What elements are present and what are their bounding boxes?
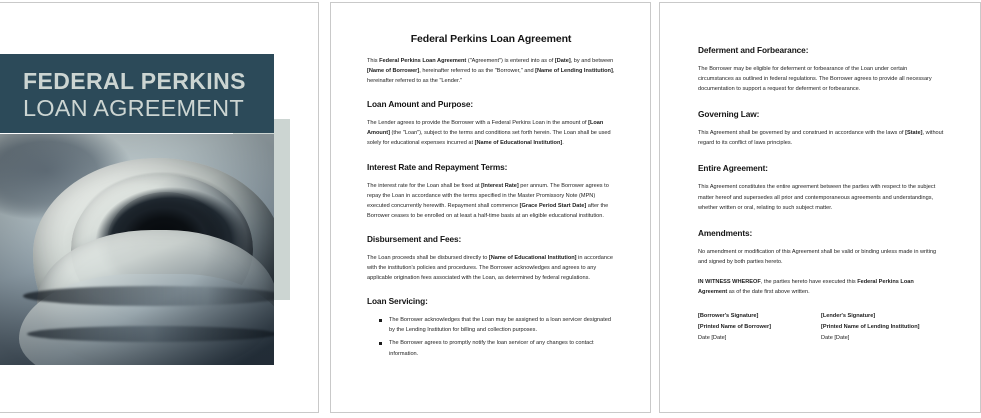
agreement-title: Federal Perkins Loan Agreement (410, 33, 572, 45)
page-2-content (367, 33, 615, 362)
section-heading-loan-amount: Loan Amount and Purpose: (367, 99, 474, 110)
lender-printed-name-line: [Printed Name of Lending Institution] (821, 323, 920, 330)
borrower-signature-line: [Borrower's Signature] (698, 313, 759, 320)
page-3-content (698, 45, 944, 344)
section-heading-deferment: Deferment and Forbearance: (698, 45, 809, 55)
borrower-printed-name-line: [Printed Name of Borrower] (698, 323, 772, 330)
section-body-amendments: No amendment or modification of this Agreement shall be valid or binding unless made in writing and signed by both parties hereto. (698, 248, 937, 265)
list-item: The Borrower agrees to promptly notify the loan servicer of any changes to contact information. (389, 338, 615, 358)
lender-signature-line: [Lender's Signature] (821, 313, 876, 320)
section-body-deferment: The Borrower may be eligible for deferment or forbearance of the Loan under certain circumstances as outlined in federal regulations. The Borrower agrees to provide all necessary documentation to support a request for deferment or forbearance. (698, 66, 932, 93)
section-heading-loan-servicing: Loan Servicing: (367, 296, 428, 307)
lender-date-line: Date [Date] (821, 334, 850, 341)
loan-servicing-bullet-list (367, 315, 615, 358)
cover-title-line-1: FEDERAL PERKINS (23, 68, 246, 94)
borrower-date-line: Date [Date] (698, 334, 727, 341)
signature-column-lender (821, 311, 944, 343)
section-body-loan-amount: The Lender agrees to provide the Borrower with a Federal Perkins Loan in the amount of [Loan Amount] (the "Loan"), subject to the terms and conditions set forth herein. The Loan shall be used solely for educational expenses incurred at [Name of Educational Institution]. (367, 120, 611, 147)
section-heading-interest-rate: Interest Rate and Repayment Terms: (367, 161, 508, 172)
document-page-3[interactable] (659, 2, 981, 413)
cover-title-line-2: LOAN AGREEMENT (23, 95, 244, 121)
list-item: The Borrower acknowledges that the Loan may be assigned to a loan servicer designated by the Lending Institution for billing and collection purposes. (389, 315, 615, 335)
agreement-intro-paragraph: This Federal Perkins Loan Agreement ("Agreement") is entered into as of [Date], by and between [Name of Borrower], hereinafter referred to as the "Borrower," and [Name of Lending Institution], hereinafter referred to as the "Lender." (367, 58, 615, 85)
section-body-disbursement: The Loan proceeds shall be disbursed directly to [Name of Educational Institution] in accordance with the institution's policies and procedures. The Borrower acknowledges and agrees to any applicable origination fees associated with the Loan, as determined by federal regulations. (367, 254, 613, 282)
cover-artwork (0, 3, 318, 412)
document-page-cover[interactable] (0, 2, 319, 413)
section-heading-amendments: Amendments: (698, 227, 753, 238)
document-page-2[interactable] (330, 2, 651, 413)
witness-clause: IN WITNESS WHEREOF, the parties hereto have executed this Federal Perkins Loan Agreement as of the date first above written. (698, 278, 914, 296)
photo-vignette-layer (0, 134, 274, 365)
section-body-governing-law: This Agreement shall be governed by and construed in accordance with the laws of [State], without regard to its conflict of laws principles. (698, 130, 944, 147)
signature-block (698, 311, 944, 343)
section-body-interest-rate: The interest rate for the Loan shall be fixed at [Interest Rate] per annum. The Borrower agrees to repay the Loan in accordance with the terms specified in the Master Promissory Note (MPN) executed concurrently herewith. Repayment shall commence [Grace Period Start Date] after the Borrower ceases to be enrolled on at least a half-time basis at an eligible educational institution. (367, 182, 609, 219)
cover-title-band (0, 54, 274, 133)
section-heading-disbursement: Disbursement and Fees: (367, 233, 462, 244)
signature-column-borrower (698, 311, 821, 343)
section-heading-governing-law: Governing Law: (698, 109, 760, 120)
cover-photo-banknotes (0, 134, 274, 365)
section-body-entire-agreement: This Agreement constitutes the entire agreement between the parties with respect to the subject matter hereof and supersedes all prior and contemporaneous agreements and understandings, whether written or oral, relating to such subject matter. (698, 184, 936, 211)
section-heading-entire-agreement: Entire Agreement: (698, 163, 768, 174)
